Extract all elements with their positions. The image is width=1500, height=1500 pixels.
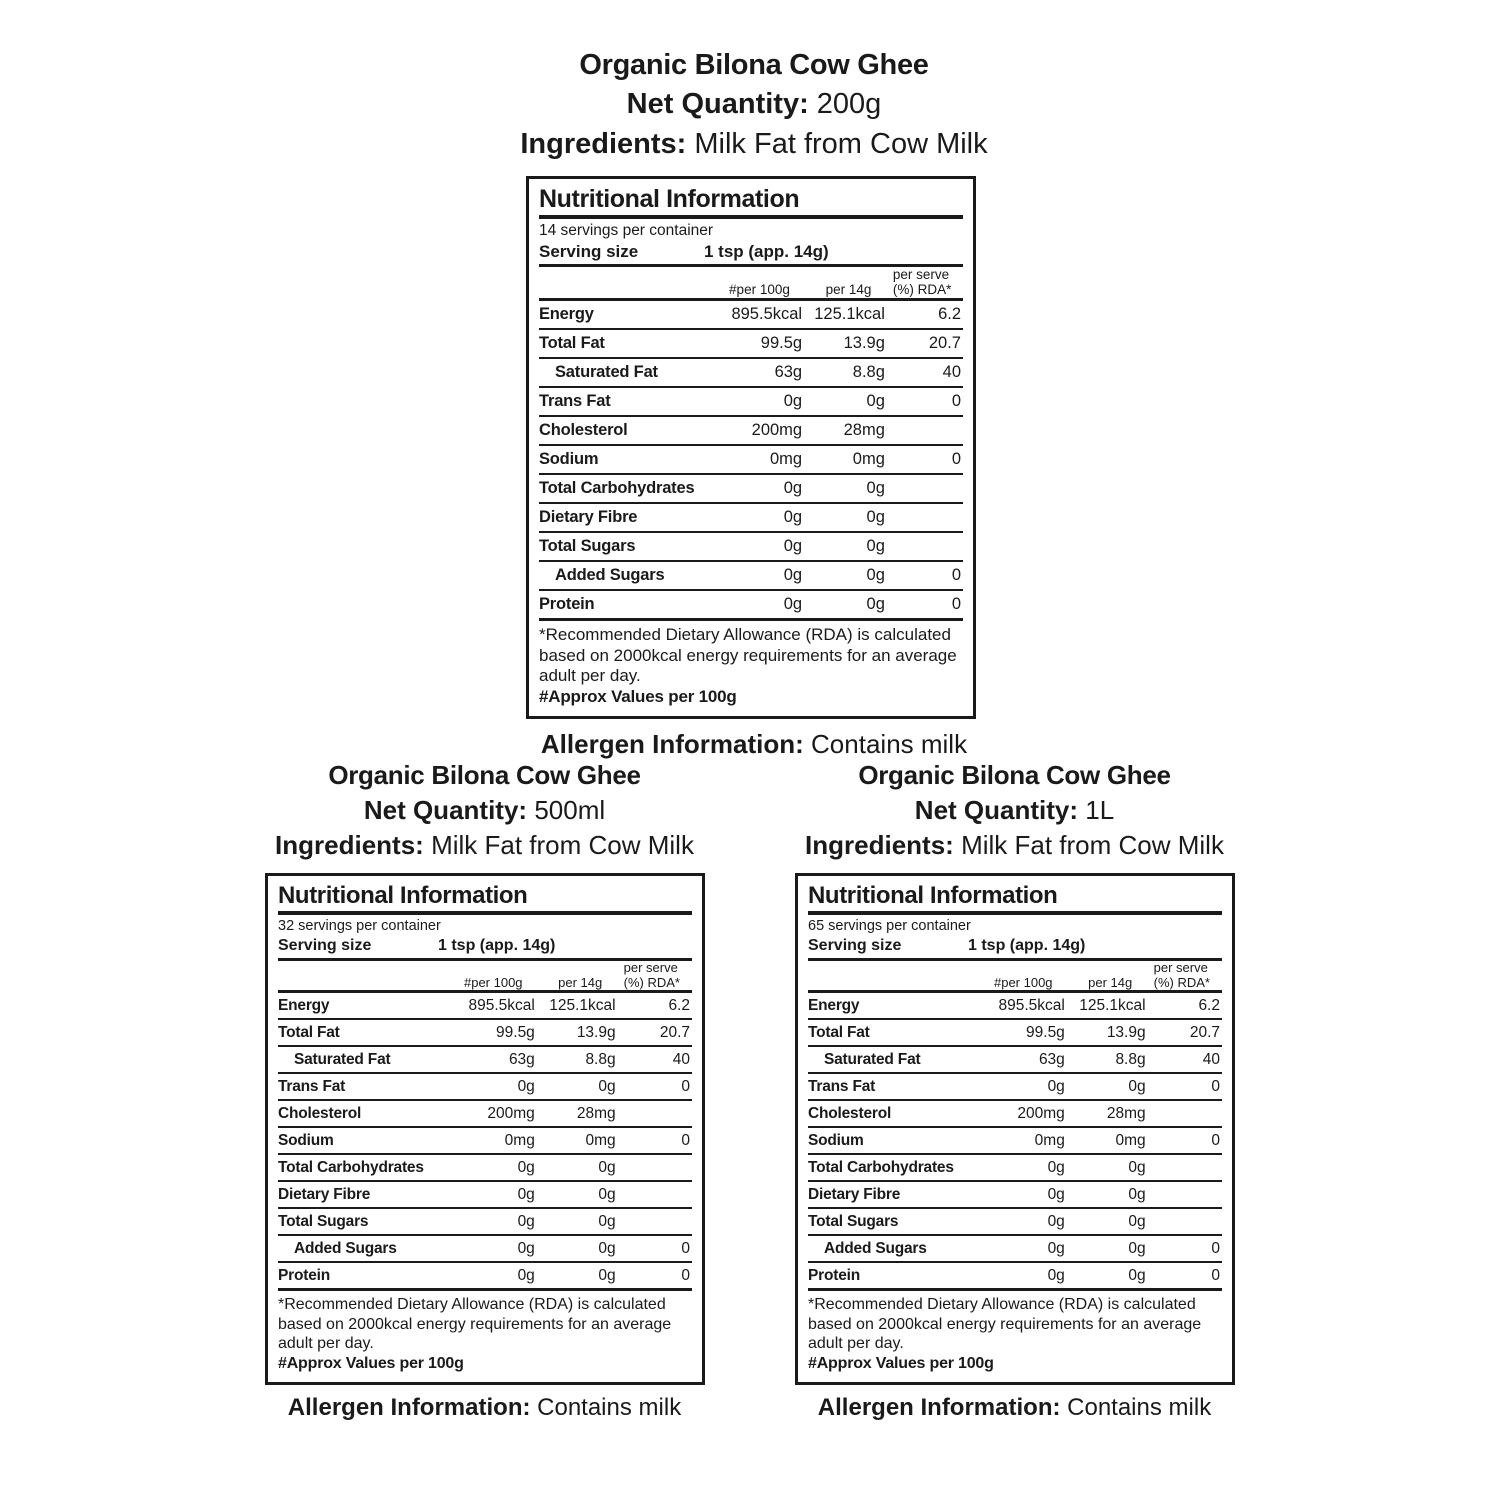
ingredients-value: Milk Fat from Cow Milk bbox=[694, 128, 988, 161]
value-rda-percent: 20.7 bbox=[1152, 1019, 1222, 1046]
nutrition-row bbox=[808, 1019, 1222, 1046]
col-header-rda bbox=[622, 959, 692, 992]
col-header-rda bbox=[891, 265, 963, 299]
value-per-14g: 0g bbox=[806, 532, 891, 561]
value-per-14g: 0g bbox=[539, 1235, 622, 1262]
col-header-rda-line1: per serve bbox=[1153, 959, 1208, 975]
allergen-label: Allergen Information: bbox=[817, 1393, 1061, 1421]
value-rda-percent: 0 bbox=[622, 1073, 692, 1100]
col-header-per-14g: per 14g bbox=[806, 265, 891, 299]
servings-per-container: 32 servings per container bbox=[278, 918, 441, 935]
value-per-14g: 125.1kcal bbox=[806, 299, 891, 329]
value-per-14g: 0mg bbox=[1069, 1127, 1152, 1154]
value-per-14g: 0g bbox=[806, 590, 891, 620]
nutrition-facts-box bbox=[526, 176, 976, 719]
allergen-value: Contains milk bbox=[811, 728, 968, 759]
col-header-rda bbox=[1152, 959, 1222, 992]
nutrient-name: Total Carbohydrates bbox=[278, 1154, 448, 1181]
nutrition-table-body bbox=[278, 959, 692, 1291]
footnote-rda-text: *Recommended Dietary Allowance (RDA) is calculated based on 2000kcal energy requirements for an average adult per day. bbox=[278, 1296, 672, 1353]
ingredients-line bbox=[783, 830, 1246, 861]
value-per-100g: 0g bbox=[978, 1154, 1069, 1181]
value-per-100g: 0g bbox=[713, 503, 806, 532]
nutrition-row bbox=[278, 1181, 692, 1208]
nutrient-name: Total Sugars bbox=[278, 1208, 448, 1235]
nutrient-name: Added Sugars bbox=[808, 1235, 978, 1262]
value-rda-percent bbox=[622, 1208, 692, 1235]
nutrient-name: Energy bbox=[808, 992, 978, 1020]
nutrient-name: Total Carbohydrates bbox=[808, 1154, 978, 1181]
value-rda-percent: 0 bbox=[1152, 1073, 1222, 1100]
value-rda-percent: 20.7 bbox=[622, 1019, 692, 1046]
footnote-approx-values: #Approx Values per 100g bbox=[539, 687, 737, 707]
nutrition-row bbox=[278, 1127, 692, 1154]
nutrition-row bbox=[539, 358, 963, 387]
value-per-100g: 200mg bbox=[448, 1100, 539, 1127]
value-per-14g: 0g bbox=[1069, 1235, 1152, 1262]
value-rda-percent: 0 bbox=[891, 590, 963, 620]
nutrition-row bbox=[278, 1235, 692, 1262]
value-per-100g: 0g bbox=[978, 1262, 1069, 1290]
nutrient-name: Protein bbox=[808, 1262, 978, 1290]
nutrition-row bbox=[539, 532, 963, 561]
value-rda-percent bbox=[891, 416, 963, 445]
nutrient-name: Total Fat bbox=[539, 329, 713, 358]
nutrition-facts-box bbox=[265, 873, 705, 1384]
value-per-14g: 28mg bbox=[806, 416, 891, 445]
value-per-100g: 200mg bbox=[978, 1100, 1069, 1127]
nutrient-name: Sodium bbox=[539, 445, 713, 474]
col-header-rda-line2: (%) RDA* bbox=[892, 282, 952, 298]
nutrient-name: Added Sugars bbox=[539, 561, 713, 590]
nutrient-name: Total Fat bbox=[808, 1019, 978, 1046]
footnote-block bbox=[278, 1291, 692, 1373]
nutrition-row bbox=[278, 1154, 692, 1181]
ingredients-label: Ingredients: bbox=[520, 128, 687, 161]
product-title: Organic Bilona Cow Ghee bbox=[579, 49, 929, 81]
net-quantity-line bbox=[783, 795, 1246, 826]
nutrition-row bbox=[278, 1100, 692, 1127]
allergen-value: Contains milk bbox=[1067, 1393, 1212, 1421]
nutrition-column-header-row bbox=[808, 959, 1222, 992]
allergen-value: Contains milk bbox=[537, 1393, 682, 1421]
net-quantity-label: Net Quantity: bbox=[363, 794, 528, 825]
value-per-100g: 0g bbox=[978, 1235, 1069, 1262]
nutrition-heading: Nutritional Information bbox=[808, 882, 1058, 910]
footnote-block bbox=[539, 621, 963, 708]
value-per-14g: 0g bbox=[1069, 1262, 1152, 1290]
nutrition-row bbox=[278, 1046, 692, 1073]
value-per-14g: 0g bbox=[539, 1181, 622, 1208]
allergen-line bbox=[253, 1394, 716, 1423]
serving-size-label: Serving size bbox=[808, 936, 902, 954]
allergen-line bbox=[510, 729, 998, 760]
value-rda-percent bbox=[622, 1100, 692, 1127]
value-rda-percent: 0 bbox=[891, 561, 963, 590]
value-per-100g: 0g bbox=[448, 1073, 539, 1100]
value-per-14g: 28mg bbox=[539, 1100, 622, 1127]
net-quantity-value: 500ml bbox=[534, 794, 606, 825]
panel-header bbox=[510, 48, 998, 162]
value-rda-percent bbox=[1152, 1154, 1222, 1181]
ingredients-value: Milk Fat from Cow Milk bbox=[961, 829, 1224, 860]
nutrition-row bbox=[808, 1127, 1222, 1154]
value-per-100g: 0g bbox=[713, 590, 806, 620]
col-header-per-14g: per 14g bbox=[1069, 959, 1152, 992]
value-rda-percent: 0 bbox=[622, 1127, 692, 1154]
nutrient-name: Total Sugars bbox=[539, 532, 713, 561]
nutrition-row bbox=[808, 1046, 1222, 1073]
nutrition-row bbox=[278, 992, 692, 1020]
value-per-100g: 99.5g bbox=[978, 1019, 1069, 1046]
nutrition-row bbox=[539, 329, 963, 358]
value-per-14g: 8.8g bbox=[539, 1046, 622, 1073]
nutrition-row bbox=[278, 1208, 692, 1235]
value-per-14g: 28mg bbox=[1069, 1100, 1152, 1127]
footnote-rda-text: *Recommended Dietary Allowance (RDA) is calculated based on 2000kcal energy requirements for an average adult per day. bbox=[539, 624, 957, 686]
value-per-14g: 0mg bbox=[539, 1127, 622, 1154]
nutrient-name: Cholesterol bbox=[278, 1100, 448, 1127]
value-rda-percent: 6.2 bbox=[1152, 992, 1222, 1020]
nutrient-name: Total Carbohydrates bbox=[539, 474, 713, 503]
value-per-100g: 0g bbox=[978, 1073, 1069, 1100]
value-per-14g: 0g bbox=[1069, 1181, 1152, 1208]
serving-size-row bbox=[278, 936, 692, 958]
value-per-100g: 99.5g bbox=[713, 329, 806, 358]
value-rda-percent: 0 bbox=[1152, 1235, 1222, 1262]
nutrition-row bbox=[539, 299, 963, 329]
nutrient-name: Trans Fat bbox=[539, 387, 713, 416]
nutrient-name: Energy bbox=[278, 992, 448, 1020]
serving-size-value: 1 tsp (app. 14g) bbox=[704, 241, 829, 261]
value-rda-percent bbox=[1152, 1100, 1222, 1127]
value-rda-percent: 6.2 bbox=[891, 299, 963, 329]
serving-size-label: Serving size bbox=[278, 936, 372, 954]
nutrient-name: Trans Fat bbox=[278, 1073, 448, 1100]
value-rda-percent: 0 bbox=[891, 387, 963, 416]
net-quantity-line bbox=[253, 795, 716, 826]
footnote-rda-text: *Recommended Dietary Allowance (RDA) is calculated based on 2000kcal energy requirements for an average adult per day. bbox=[808, 1296, 1202, 1353]
nutrition-table bbox=[278, 958, 692, 1292]
value-rda-percent: 0 bbox=[1152, 1127, 1222, 1154]
value-per-14g: 13.9g bbox=[806, 329, 891, 358]
ingredients-label: Ingredients: bbox=[805, 829, 954, 860]
serving-size-row bbox=[808, 936, 1222, 958]
allergen-label: Allergen Information: bbox=[287, 1393, 531, 1421]
value-rda-percent: 40 bbox=[891, 358, 963, 387]
value-per-100g: 895.5kcal bbox=[713, 299, 806, 329]
nutrient-name: Cholesterol bbox=[539, 416, 713, 445]
net-quantity-value: 1L bbox=[1085, 794, 1115, 825]
panel-header bbox=[783, 760, 1246, 861]
nutrient-name: Saturated Fat bbox=[539, 358, 713, 387]
value-per-14g: 125.1kcal bbox=[1069, 992, 1152, 1020]
col-header-rda-line2: (%) RDA* bbox=[623, 974, 680, 990]
serving-size-value: 1 tsp (app. 14g) bbox=[968, 936, 1086, 954]
net-quantity-label: Net Quantity: bbox=[914, 794, 1079, 825]
nutrition-row bbox=[278, 1073, 692, 1100]
value-rda-percent bbox=[891, 532, 963, 561]
value-per-14g: 0g bbox=[1069, 1073, 1152, 1100]
nutrition-row bbox=[808, 992, 1222, 1020]
nutrient-name: Added Sugars bbox=[278, 1235, 448, 1262]
nutrition-table bbox=[808, 958, 1222, 1292]
nutrient-name: Protein bbox=[278, 1262, 448, 1290]
value-rda-percent: 40 bbox=[622, 1046, 692, 1073]
value-per-100g: 63g bbox=[448, 1046, 539, 1073]
col-header-per-100g: #per 100g bbox=[448, 959, 539, 992]
nutrient-name: Energy bbox=[539, 299, 713, 329]
value-rda-percent: 0 bbox=[622, 1262, 692, 1290]
product-title: Organic Bilona Cow Ghee bbox=[858, 760, 1171, 790]
value-per-14g: 0g bbox=[1069, 1154, 1152, 1181]
serving-size-row bbox=[539, 241, 963, 264]
panel-header bbox=[253, 760, 716, 861]
nutrition-heading: Nutritional Information bbox=[278, 882, 528, 910]
value-per-100g: 99.5g bbox=[448, 1019, 539, 1046]
footnote-approx-values: #Approx Values per 100g bbox=[278, 1354, 464, 1372]
value-rda-percent bbox=[891, 474, 963, 503]
value-per-14g: 13.9g bbox=[1069, 1019, 1152, 1046]
value-per-14g: 125.1kcal bbox=[539, 992, 622, 1020]
value-per-100g: 63g bbox=[978, 1046, 1069, 1073]
value-rda-percent bbox=[1152, 1181, 1222, 1208]
value-per-100g: 895.5kcal bbox=[448, 992, 539, 1020]
value-per-100g: 0g bbox=[448, 1181, 539, 1208]
value-per-100g: 0g bbox=[448, 1235, 539, 1262]
value-per-100g: 0g bbox=[978, 1181, 1069, 1208]
value-rda-percent: 6.2 bbox=[622, 992, 692, 1020]
value-per-100g: 0mg bbox=[448, 1127, 539, 1154]
ingredients-label: Ingredients: bbox=[275, 829, 424, 860]
value-rda-percent: 20.7 bbox=[891, 329, 963, 358]
nutrition-row bbox=[808, 1154, 1222, 1181]
col-header-rda-line1: per serve bbox=[623, 959, 678, 975]
nutrition-row bbox=[539, 416, 963, 445]
nutrition-table-body bbox=[539, 265, 963, 621]
value-per-100g: 0mg bbox=[713, 445, 806, 474]
value-per-14g: 0mg bbox=[806, 445, 891, 474]
footnote-approx-values: #Approx Values per 100g bbox=[808, 1354, 994, 1372]
nutrient-name: Dietary Fibre bbox=[539, 503, 713, 532]
net-quantity-value: 200g bbox=[816, 88, 882, 121]
nutrient-name: Total Fat bbox=[278, 1019, 448, 1046]
serving-size-label: Serving size bbox=[539, 241, 639, 261]
nutrition-row bbox=[808, 1235, 1222, 1262]
col-header-per-14g: per 14g bbox=[539, 959, 622, 992]
nutrient-name: Sodium bbox=[808, 1127, 978, 1154]
label-panel-500ml bbox=[253, 760, 716, 1422]
nutrition-column-header-row bbox=[539, 265, 963, 299]
nutrition-facts-box bbox=[795, 873, 1235, 1384]
nutrition-row bbox=[808, 1262, 1222, 1290]
servings-per-container: 65 servings per container bbox=[808, 918, 971, 935]
value-per-14g: 8.8g bbox=[806, 358, 891, 387]
value-rda-percent bbox=[622, 1154, 692, 1181]
label-panel-200g bbox=[510, 48, 998, 760]
serving-size-value: 1 tsp (app. 14g) bbox=[438, 936, 556, 954]
value-per-100g: 0g bbox=[713, 387, 806, 416]
nutrition-column-header-row bbox=[278, 959, 692, 992]
col-header-per-100g: #per 100g bbox=[713, 265, 806, 299]
nutrition-row bbox=[808, 1208, 1222, 1235]
value-rda-percent: 0 bbox=[1152, 1262, 1222, 1290]
value-per-100g: 0g bbox=[713, 532, 806, 561]
nutrition-row bbox=[808, 1181, 1222, 1208]
nutrition-row bbox=[539, 387, 963, 416]
allergen-label: Allergen Information: bbox=[540, 728, 804, 759]
value-rda-percent: 0 bbox=[891, 445, 963, 474]
value-per-100g: 63g bbox=[713, 358, 806, 387]
value-per-14g: 0g bbox=[806, 503, 891, 532]
nutrition-row bbox=[539, 474, 963, 503]
value-per-14g: 8.8g bbox=[1069, 1046, 1152, 1073]
nutrient-name: Total Sugars bbox=[808, 1208, 978, 1235]
nutrient-name: Sodium bbox=[278, 1127, 448, 1154]
value-rda-percent: 0 bbox=[622, 1235, 692, 1262]
nutrition-row bbox=[808, 1073, 1222, 1100]
value-per-14g: 0g bbox=[806, 387, 891, 416]
nutrient-name: Dietary Fibre bbox=[278, 1181, 448, 1208]
value-per-100g: 0g bbox=[713, 561, 806, 590]
label-panel-1l bbox=[783, 760, 1246, 1422]
value-per-14g: 0g bbox=[1069, 1208, 1152, 1235]
value-per-100g: 0g bbox=[978, 1208, 1069, 1235]
value-per-14g: 0g bbox=[539, 1262, 622, 1290]
ingredients-value: Milk Fat from Cow Milk bbox=[431, 829, 694, 860]
product-title: Organic Bilona Cow Ghee bbox=[328, 760, 641, 790]
value-per-100g: 0g bbox=[448, 1262, 539, 1290]
nutrition-heading: Nutritional Information bbox=[539, 184, 800, 213]
net-quantity-line bbox=[510, 87, 998, 122]
nutrient-name: Saturated Fat bbox=[278, 1046, 448, 1073]
nutrition-table-body bbox=[808, 959, 1222, 1291]
value-rda-percent bbox=[1152, 1208, 1222, 1235]
value-per-14g: 0g bbox=[539, 1154, 622, 1181]
nutrition-row bbox=[539, 561, 963, 590]
value-per-100g: 0g bbox=[448, 1154, 539, 1181]
nutrition-row bbox=[539, 503, 963, 532]
footnote-block bbox=[808, 1291, 1222, 1373]
net-quantity-label: Net Quantity: bbox=[626, 88, 809, 121]
value-per-14g: 0g bbox=[539, 1073, 622, 1100]
nutrient-name: Dietary Fibre bbox=[808, 1181, 978, 1208]
value-per-100g: 200mg bbox=[713, 416, 806, 445]
ingredients-line bbox=[253, 830, 716, 861]
value-per-100g: 0mg bbox=[978, 1127, 1069, 1154]
nutrition-row bbox=[278, 1019, 692, 1046]
value-per-100g: 0g bbox=[713, 474, 806, 503]
col-header-rda-line2: (%) RDA* bbox=[1153, 974, 1210, 990]
value-per-14g: 0g bbox=[806, 474, 891, 503]
allergen-line bbox=[783, 1394, 1246, 1423]
nutrient-name: Cholesterol bbox=[808, 1100, 978, 1127]
value-per-14g: 13.9g bbox=[539, 1019, 622, 1046]
nutrient-name: Trans Fat bbox=[808, 1073, 978, 1100]
value-per-100g: 895.5kcal bbox=[978, 992, 1069, 1020]
nutrition-row bbox=[539, 590, 963, 620]
nutrition-row bbox=[539, 445, 963, 474]
ingredients-line bbox=[510, 127, 998, 162]
value-rda-percent bbox=[891, 503, 963, 532]
value-rda-percent: 40 bbox=[1152, 1046, 1222, 1073]
value-rda-percent bbox=[622, 1181, 692, 1208]
servings-per-container: 14 servings per container bbox=[539, 222, 714, 240]
nutrient-name: Protein bbox=[539, 590, 713, 620]
nutrient-name: Saturated Fat bbox=[808, 1046, 978, 1073]
col-header-rda-line1: per serve bbox=[892, 266, 950, 282]
col-header-per-100g: #per 100g bbox=[978, 959, 1069, 992]
nutrition-row bbox=[808, 1100, 1222, 1127]
nutrition-table bbox=[539, 264, 963, 621]
nutrition-row bbox=[278, 1262, 692, 1290]
value-per-14g: 0g bbox=[539, 1208, 622, 1235]
value-per-14g: 0g bbox=[806, 561, 891, 590]
value-per-100g: 0g bbox=[448, 1208, 539, 1235]
